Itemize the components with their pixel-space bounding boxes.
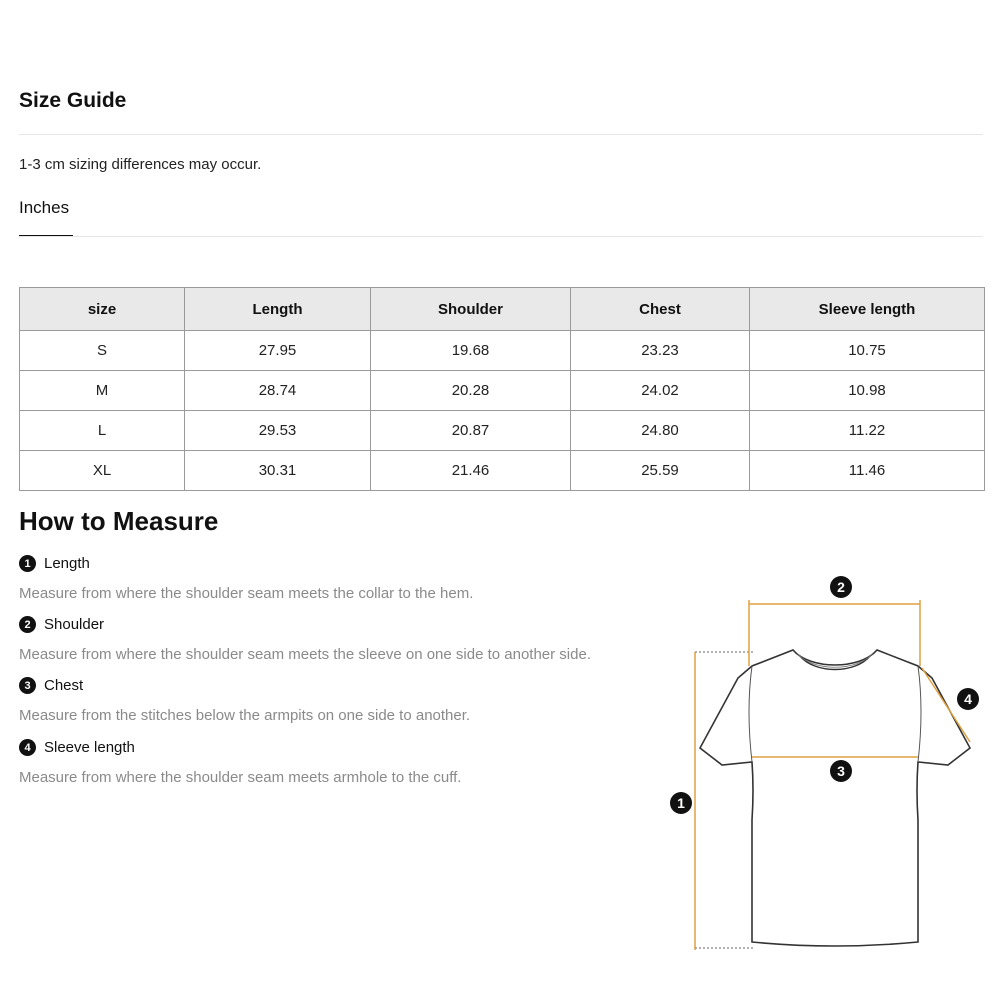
size-table [19, 287, 985, 491]
measure-description: Measure from the stitches below the armpits on one side to another. [19, 707, 471, 724]
column-header: Chest [571, 288, 750, 331]
measure-label: Chest [44, 677, 84, 694]
left-shoulder-seam-icon [749, 666, 752, 762]
measure-description: Measure from where the shoulder seam meets armhole to the cuff. [19, 769, 462, 786]
number-3-badge: 3 [19, 677, 36, 694]
tab-inches[interactable]: Inches [19, 198, 70, 217]
table-row [20, 331, 985, 371]
table-cell: XL [20, 451, 185, 491]
marker-2-label: 2 [837, 579, 845, 595]
tshirt-outline-icon [700, 650, 970, 946]
right-shoulder-seam-icon [918, 666, 921, 762]
number-4-badge: 4 [19, 739, 36, 756]
number-2-badge: 2 [19, 616, 36, 633]
table-cell: 25.59 [571, 451, 750, 491]
measure-item-shoulder [19, 616, 591, 663]
tabs-divider [19, 236, 983, 237]
table-cell: 11.46 [750, 451, 985, 491]
table-row [20, 451, 985, 491]
table-cell: S [20, 331, 185, 371]
table-cell: 11.22 [750, 411, 985, 451]
marker-2-icon [830, 576, 852, 598]
table-cell: 24.80 [571, 411, 750, 451]
page-title: Size Guide [19, 89, 127, 112]
measure-description: Measure from where the shoulder seam meets the collar to the hem. [19, 585, 474, 602]
table-cell: 10.75 [750, 331, 985, 371]
table-cell: M [20, 371, 185, 411]
table-cell: 28.74 [185, 371, 371, 411]
marker-1-label: 1 [677, 795, 685, 811]
measure-label: Shoulder [44, 616, 105, 633]
table-cell: 20.87 [371, 411, 571, 451]
column-header: Sleeve length [750, 288, 985, 331]
marker-4-label: 4 [964, 691, 972, 707]
measure-item-chest [19, 677, 470, 724]
column-header: Length [185, 288, 371, 331]
table-cell: 21.46 [371, 451, 571, 491]
title-divider [19, 134, 983, 135]
table-cell: 23.23 [571, 331, 750, 371]
table-cell: 27.95 [185, 331, 371, 371]
sizing-note: 1-3 cm sizing differences may occur. [19, 156, 262, 173]
table-row [20, 371, 985, 411]
table-cell: 29.53 [185, 411, 371, 451]
marker-3-icon [830, 760, 852, 782]
marker-3-label: 3 [837, 763, 845, 779]
marker-1-icon [670, 792, 692, 814]
table-cell: 10.98 [750, 371, 985, 411]
measure-item-sleeve-length [19, 739, 461, 786]
marker-4-icon [957, 688, 979, 710]
column-header: size [20, 288, 185, 331]
number-1-badge: 1 [19, 555, 36, 572]
table-cell: 20.28 [371, 371, 571, 411]
table-cell: L [20, 411, 185, 451]
table-header-row [20, 288, 985, 331]
table-cell: 30.31 [185, 451, 371, 491]
measure-description: Measure from where the shoulder seam meets the sleeve on one side to another side. [19, 646, 591, 663]
table-row [20, 411, 985, 451]
column-header: Shoulder [371, 288, 571, 331]
tshirt-measure-diagram [660, 570, 990, 960]
how-to-measure-title: How to Measure [19, 506, 219, 536]
measure-label: Sleeve length [44, 739, 135, 756]
table-cell: 19.68 [371, 331, 571, 371]
measure-label: Length [44, 555, 90, 572]
table-cell: 24.02 [571, 371, 750, 411]
measure-item-length [19, 555, 473, 602]
